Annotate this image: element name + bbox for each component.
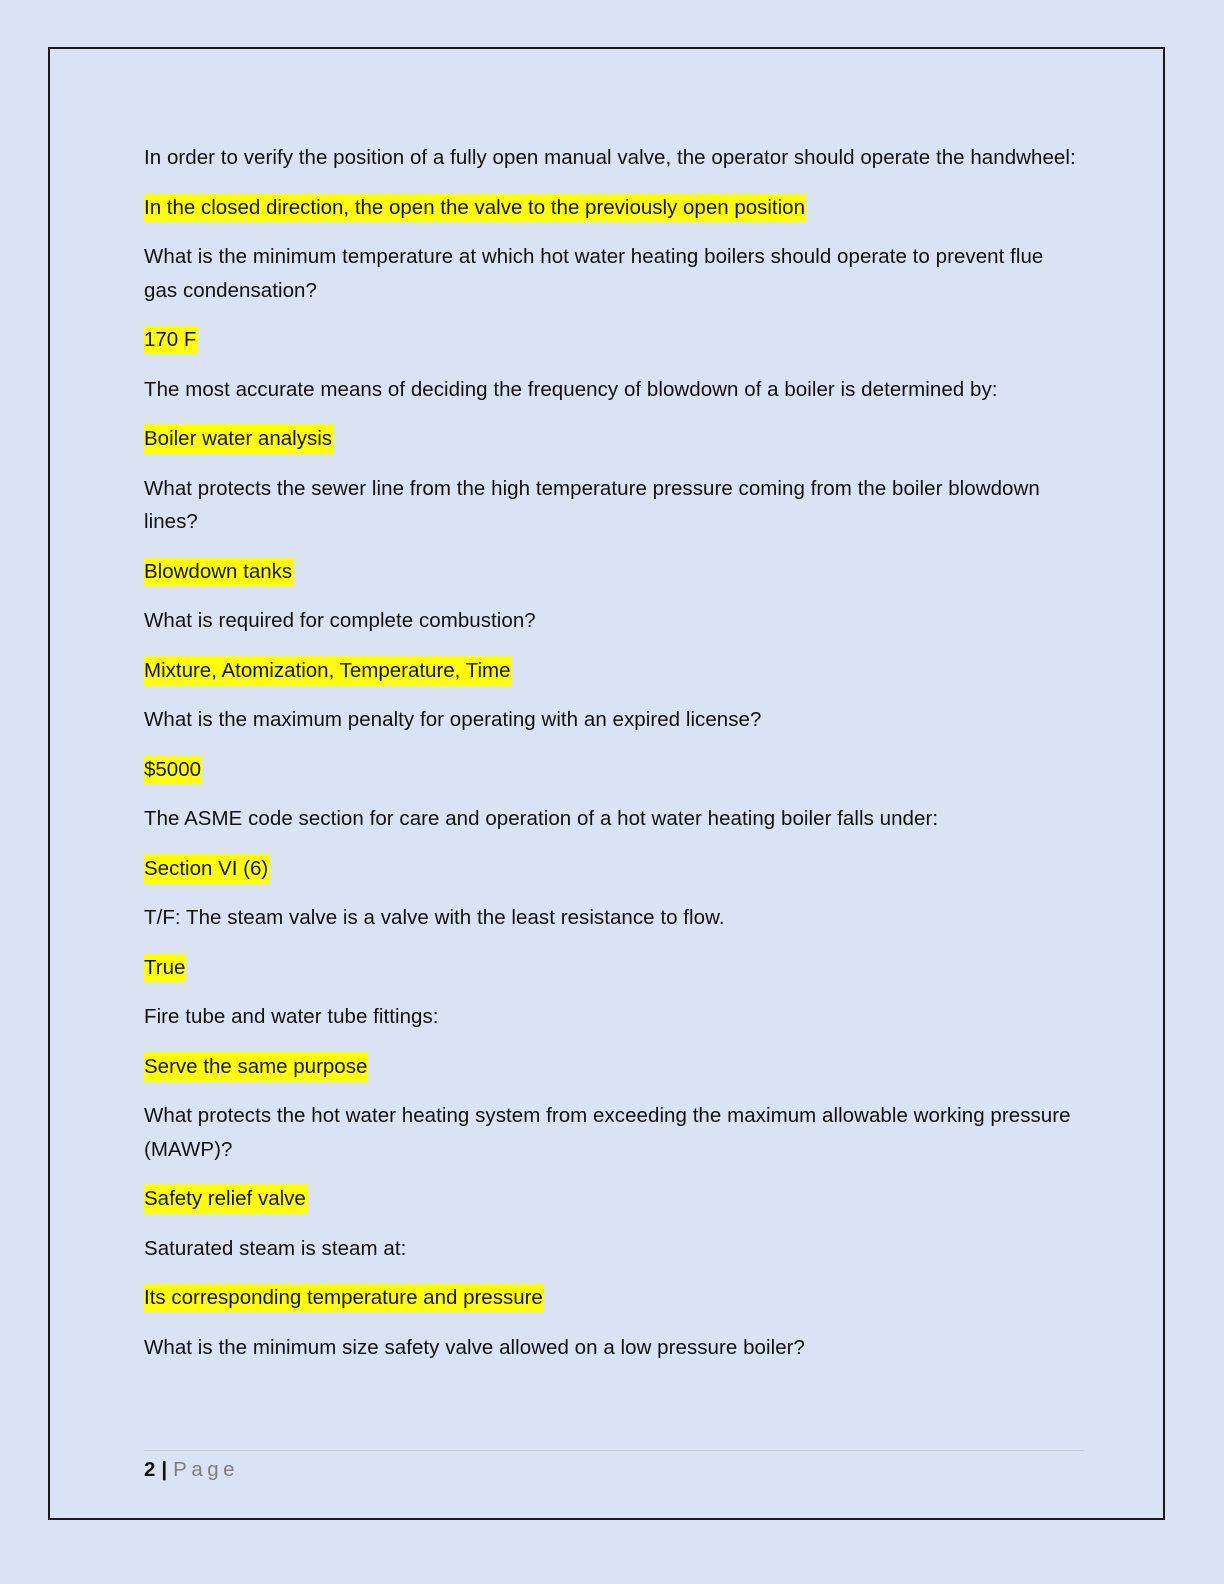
footer-separator: | — [161, 1458, 168, 1481]
answer-text — [144, 191, 1079, 225]
answer-text — [144, 555, 1079, 589]
answer-highlight: Its corresponding temperature and pressure — [144, 1283, 544, 1312]
page-label: Page — [173, 1458, 240, 1481]
question-text: The most accurate means of deciding the frequency of blowdown of a boiler is determined by: — [144, 377, 998, 401]
question-text: Saturated steam is steam at: — [144, 1236, 407, 1260]
question-text: What is the minimum temperature at which hot water heating boilers should operate to prevent flue gas condensation? — [144, 245, 1044, 302]
answer-text — [144, 323, 1079, 357]
answer-highlight: True — [144, 953, 186, 982]
question-text: What protects the sewer line from the high temperature pressure coming from the boiler blowdown lines? — [144, 476, 1040, 533]
footer-divider — [144, 1450, 1084, 1451]
page-number: 2 — [144, 1458, 156, 1481]
answer-highlight: Safety relief valve — [144, 1184, 307, 1213]
trailing-question-text: What is the minimum size safety valve allowed on a low pressure boiler? — [144, 1335, 805, 1359]
answer-highlight: Blowdown tanks — [144, 557, 293, 586]
question-text: In order to verify the position of a fully open manual valve, the operator should operate the handwheel: — [144, 146, 1076, 169]
question-text: The ASME code section for care and operation of a hot water heating boiler falls under: — [144, 807, 939, 830]
answer-highlight: 170 F — [144, 325, 197, 354]
question-text: Fire tube and water tube fittings: — [144, 1005, 439, 1028]
answer-text — [144, 852, 1079, 886]
page-footer — [144, 1454, 239, 1486]
answer-highlight: In the closed direction, the open the valve to the previously open position — [144, 193, 806, 222]
answer-highlight: Boiler water analysis — [144, 424, 333, 453]
answer-text — [144, 753, 1079, 787]
answer-highlight: Serve the same purpose — [144, 1052, 368, 1081]
document-body — [144, 141, 1079, 1380]
answer-highlight: Mixture, Atomization, Temperature, Time — [144, 656, 512, 685]
answer-text — [144, 654, 1079, 688]
question-text: What is the maximum penalty for operating with an expired license? — [144, 708, 762, 731]
answer-highlight: Section VI (6) — [144, 854, 269, 883]
answer-text — [144, 422, 1079, 456]
question-text: What protects the hot water heating system from exceeding the maximum allowable working pressure (MAWP)? — [144, 1104, 1071, 1161]
answer-text — [144, 1281, 1079, 1315]
answer-text — [144, 951, 1079, 985]
answer-highlight: $5000 — [144, 755, 202, 784]
question-text: T/F: The steam valve is a valve with the least resistance to flow. — [144, 906, 725, 929]
answer-text — [144, 1050, 1079, 1084]
question-text: What is required for complete combustion? — [144, 609, 536, 632]
answer-text — [144, 1182, 1079, 1216]
